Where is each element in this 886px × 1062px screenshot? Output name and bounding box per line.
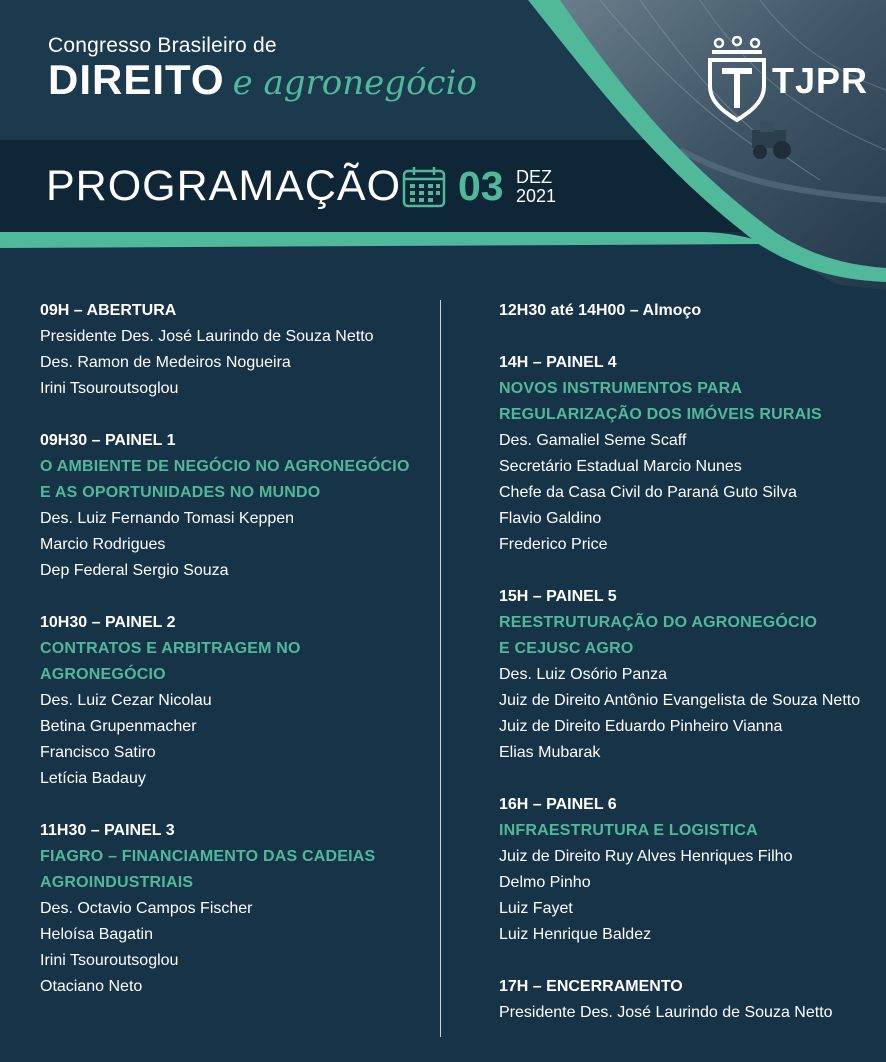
- session-time: 09H – ABERTURA: [40, 302, 177, 319]
- header-banner: [0, 0, 886, 290]
- speaker-name: Heloísa Bagatin: [40, 926, 153, 943]
- speaker-name: Irini Tsouroutsoglou: [40, 380, 179, 397]
- session-time: 12H30 até 14H00 – Almoço: [499, 302, 702, 319]
- schedule-left-column: [40, 298, 435, 1026]
- speaker-name: Irini Tsouroutsoglou: [40, 952, 179, 969]
- session-theme: FIAGRO – FINANCIAMENTO DAS CADEIAS: [40, 848, 376, 865]
- session-theme: E AS OPORTUNIDADES NO MUNDO: [40, 484, 321, 501]
- speaker-name: Des. Luiz Fernando Tomasi Keppen: [40, 510, 295, 527]
- speaker-name: Betina Grupenmacher: [40, 718, 197, 735]
- session-theme: AGRONEGÓCIO: [40, 666, 166, 683]
- speaker-name: Juiz de Direito Eduardo Pinheiro Vianna: [499, 718, 783, 735]
- date-year: 2021: [516, 186, 557, 206]
- session-time: 15H – PAINEL 5: [499, 588, 617, 605]
- speaker-name: Des. Octavio Campos Fischer: [40, 900, 253, 917]
- session-time: 14H – PAINEL 4: [499, 354, 617, 371]
- speaker-name: Flavio Galdino: [499, 510, 602, 527]
- speaker-name: Des. Luiz Cezar Nicolau: [40, 692, 212, 709]
- schedule-block: [499, 584, 869, 766]
- speaker-name: Des. Luiz Osório Panza: [499, 666, 668, 683]
- session-theme: REESTRUTURAÇÃO DO AGRONEGÓCIO: [499, 614, 818, 631]
- session-theme: O AMBIENTE DE NEGÓCIO NO AGRONEGÓCIO: [40, 458, 410, 475]
- congress-title-line2: [48, 56, 477, 104]
- speaker-name: Frederico Price: [499, 536, 608, 553]
- calendar-icon: [402, 166, 446, 208]
- schedule-block: [499, 974, 869, 1026]
- congress-title-line1: Congresso Brasileiro de: [48, 34, 277, 57]
- session-theme: NOVOS INSTRUMENTOS PARA: [499, 380, 743, 397]
- tjpr-logo-text: TJPR: [772, 60, 869, 101]
- date-day: 03: [458, 163, 504, 209]
- session-time: 10H30 – PAINEL 2: [40, 614, 176, 631]
- speaker-name: Juiz de Direito Antônio Evangelista de Souza Netto: [499, 692, 861, 709]
- congress-title-direito: DIREITO: [48, 56, 225, 103]
- speaker-name: Presidente Des. José Laurindo de Souza Netto: [499, 1004, 833, 1021]
- schedule-block: [499, 298, 869, 324]
- session-time: 09H30 – PAINEL 1: [40, 432, 176, 449]
- session-time: 11H30 – PAINEL 3: [40, 822, 175, 839]
- speaker-name: Dep Federal Sergio Souza: [40, 562, 229, 579]
- session-theme: CONTRATOS E ARBITRAGEM NO: [40, 640, 301, 657]
- date-month-year: [516, 168, 556, 206]
- schedule-block: [499, 792, 869, 948]
- speaker-name: Elias Mubarak: [499, 744, 601, 761]
- speaker-name: Chefe da Casa Civil do Paraná Guto Silva: [499, 484, 797, 501]
- speaker-name: Luiz Henrique Baldez: [499, 926, 652, 943]
- speaker-name: Des. Ramon de Medeiros Nogueira: [40, 354, 291, 371]
- speaker-name: Presidente Des. José Laurindo de Souza Netto: [40, 328, 374, 345]
- speaker-name: Marcio Rodrigues: [40, 536, 166, 553]
- speaker-name: Letícia Badauy: [40, 770, 146, 787]
- speaker-name: Otaciano Neto: [40, 978, 143, 995]
- tjpr-shield-icon: [706, 36, 768, 124]
- speaker-name: Francisco Satiro: [40, 744, 156, 761]
- speaker-name: Juiz de Direito Ruy Alves Henriques Filho: [499, 848, 793, 865]
- congress-title-agronegocio: e agronegócio: [232, 63, 477, 103]
- page-title: PROGRAMAÇÃO: [46, 162, 402, 210]
- column-divider: [440, 300, 441, 1037]
- speaker-name: Delmo Pinho: [499, 874, 591, 891]
- session-theme: INFRAESTRUTURA E LOGISTICA: [499, 822, 758, 839]
- session-theme: REGULARIZAÇÃO DOS IMÓVEIS RURAIS: [499, 406, 822, 423]
- session-time: 17H – ENCERRAMENTO: [499, 978, 683, 995]
- schedule-block: [499, 350, 869, 558]
- session-theme: AGROINDUSTRIAIS: [40, 874, 194, 891]
- session-time: 16H – PAINEL 6: [499, 796, 617, 813]
- schedule-block: [40, 818, 435, 1000]
- schedule-right-column: [499, 298, 869, 1052]
- schedule-block: [40, 610, 435, 792]
- speaker-name: Secretário Estadual Marcio Nunes: [499, 458, 742, 475]
- schedule-block: [40, 428, 435, 584]
- speaker-name: Luiz Fayet: [499, 900, 573, 917]
- schedule-block: [40, 298, 435, 402]
- session-theme: E CEJUSC AGRO: [499, 640, 634, 657]
- date-month: DEZ: [516, 167, 552, 187]
- speaker-name: Des. Gamaliel Seme Scaff: [499, 432, 687, 449]
